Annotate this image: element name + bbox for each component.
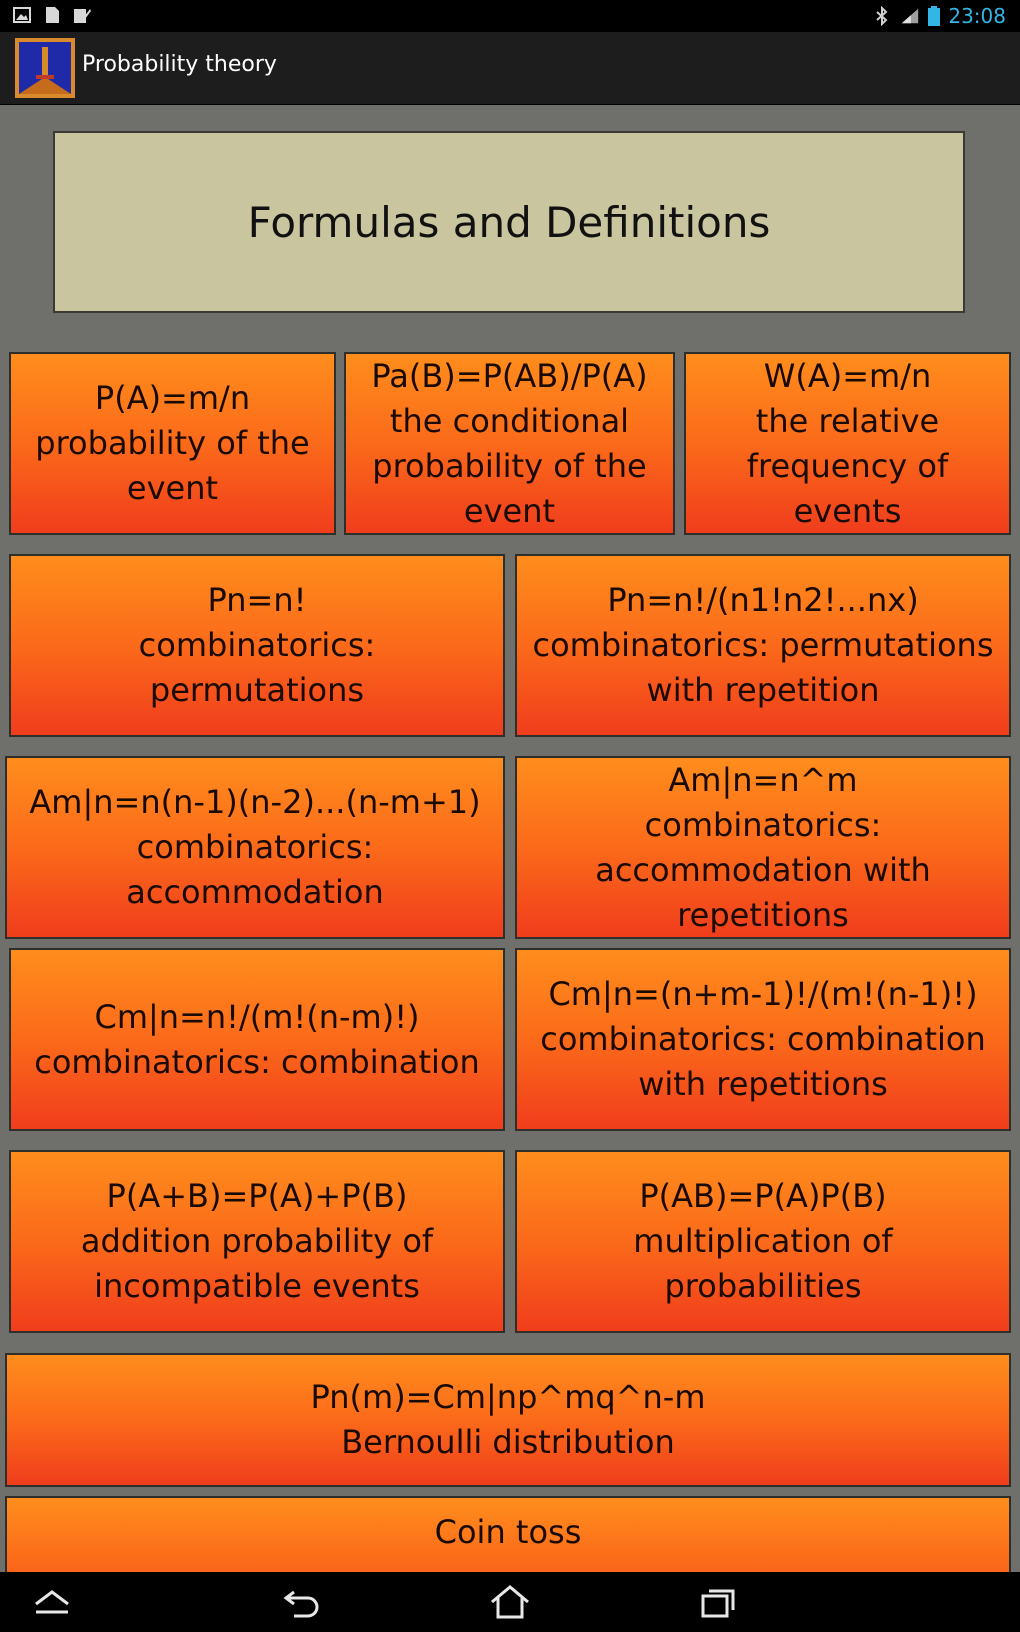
back-icon[interactable] [280, 1584, 324, 1620]
home-up-icon[interactable] [30, 1584, 74, 1620]
tile-accommodation-with-repetitions[interactable]: Am|n=n^m combinatorics: accommodation with repetitions [515, 756, 1011, 939]
recent-apps-icon[interactable] [695, 1584, 739, 1620]
edit-icon [72, 5, 92, 25]
bluetooth-icon [872, 6, 892, 26]
system-icons [872, 4, 1006, 28]
tile-probability-of-event[interactable]: P(A)=m/n probability of the event [9, 352, 336, 535]
tile-combination[interactable]: Cm|n=n!/(m!(n-m)!) combinatorics: combination [9, 948, 505, 1131]
content-area [0, 105, 1020, 1572]
status-bar [0, 0, 1020, 32]
gallery-icon [12, 5, 32, 25]
document-icon [42, 5, 62, 25]
tile-conditional-probability[interactable]: Pa(B)=P(AB)/P(A) the conditional probability of the event [344, 352, 675, 535]
clock: 23:08 [948, 4, 1006, 28]
app-title: Probability theory [82, 52, 277, 77]
header-tile [53, 131, 965, 313]
tile-relative-frequency[interactable]: W(A)=m/n the relative frequency of events [684, 352, 1011, 535]
tile-multiplication-of-probabilities[interactable]: P(AB)=P(A)P(B) multiplication of probabilities [515, 1150, 1011, 1333]
tile-permutations-with-repetition[interactable]: Pn=n!/(n1!n2!...nx) combinatorics: permutations with repetition [515, 554, 1011, 737]
tile-accommodation[interactable]: Am|n=n(n-1)(n-2)...(n-m+1) combinatorics: accommodation [5, 756, 505, 939]
battery-icon [928, 6, 940, 26]
tile-addition-probability[interactable]: P(A+B)=P(A)+P(B) addition probability of incompatible events [9, 1150, 505, 1333]
home-icon[interactable] [488, 1584, 532, 1620]
action-bar [0, 32, 1020, 105]
header-title: Formulas and Definitions [247, 197, 771, 247]
tile-combination-with-repetitions[interactable]: Cm|n=(n+m-1)!/(m!(n-1)!) combinatorics: combination with repetitions [515, 948, 1011, 1131]
signal-icon [900, 6, 920, 26]
app-logo-icon[interactable] [14, 37, 76, 99]
tile-bernoulli-distribution[interactable]: Pn(m)=Cm|np^mq^n-m Bernoulli distribution [5, 1353, 1011, 1487]
tile-permutations[interactable]: Pn=n! combinatorics: permutations [9, 554, 505, 737]
notification-icons [12, 5, 92, 25]
tile-coin-toss[interactable]: Coin toss [5, 1496, 1011, 1572]
navigation-bar [0, 1572, 1020, 1632]
